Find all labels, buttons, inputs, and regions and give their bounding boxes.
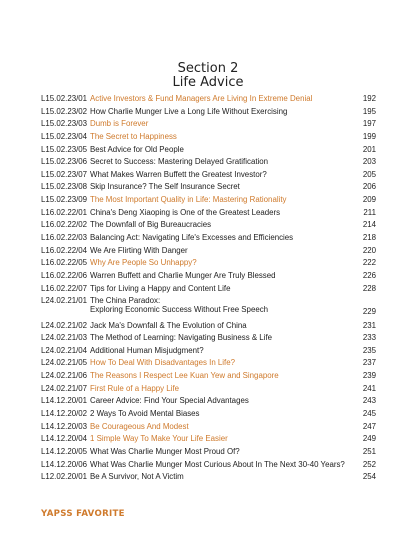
section-title: Section 2 xyxy=(177,61,239,76)
toc-entry[interactable] xyxy=(41,383,376,396)
toc-entry-code: L24.02.21/07 xyxy=(41,383,88,393)
toc-entry-code: L14.12.20/06 xyxy=(41,459,88,469)
toc-entry-page-number: 218 xyxy=(362,233,376,243)
toc-entry-page-number: 201 xyxy=(362,144,376,154)
toc-entry[interactable] xyxy=(41,421,376,434)
toc-entry-code: L16.02.22/04 xyxy=(41,245,88,255)
toc-entry[interactable] xyxy=(41,219,376,232)
toc-entry-title[interactable]: What Was Charlie Munger Most Proud Of? xyxy=(90,446,240,456)
toc-entry-page-number: 205 xyxy=(362,169,376,179)
toc-entry[interactable] xyxy=(41,118,376,131)
toc-entry-code: L14.12.20/05 xyxy=(41,446,88,456)
toc-entry[interactable] xyxy=(41,320,376,333)
toc-entry[interactable] xyxy=(41,144,376,157)
toc-entry-code: L24.02.21/05 xyxy=(41,358,88,368)
toc-entry-title[interactable]: Best Advice for Old People xyxy=(90,144,184,154)
toc-entry-page-number: 237 xyxy=(362,358,376,368)
toc-entry[interactable] xyxy=(41,93,376,106)
toc-entry-title[interactable]: Secret to Success: Mastering Delayed Gratification xyxy=(90,157,269,167)
toc-entry-title-favorite[interactable]: The Most Important Quality in Life: Mastering Rationality xyxy=(90,195,287,205)
toc-entry-page-number: 247 xyxy=(362,421,376,431)
toc-entry-code: L15.02.23/08 xyxy=(41,182,88,192)
toc-entry-title-favorite[interactable]: Dumb is Forever xyxy=(90,119,149,129)
toc-entry-page-number: 214 xyxy=(362,220,376,230)
toc-entry-title[interactable]: Tips for Living a Happy and Content Life xyxy=(90,283,231,293)
toc-entry-title[interactable] xyxy=(90,297,268,314)
toc-entry[interactable] xyxy=(41,194,376,207)
toc-entry-page-number: 233 xyxy=(362,333,376,343)
toc-entry-title[interactable]: Balancing Act: Navigating Life's Excesses and Efficiencies xyxy=(90,233,294,243)
toc-entry-title[interactable]: We Are Flirting With Danger xyxy=(90,245,188,255)
toc-entry[interactable] xyxy=(41,408,376,421)
toc-entry-code: L16.02.22/05 xyxy=(41,258,88,268)
toc-entry-title[interactable]: Additional Human Misjudgment? xyxy=(90,345,204,355)
toc-entry-page-number: 197 xyxy=(362,119,376,129)
toc-entry-title[interactable]: What Was Charlie Munger Most Curious About In The Next 30-40 Years? xyxy=(90,459,345,469)
toc-entry-page-number: 192 xyxy=(362,94,376,103)
toc-entry-page-number: 199 xyxy=(362,131,376,141)
section-subtitle: Life Advice xyxy=(172,75,244,90)
toc-entry-page-number: 209 xyxy=(362,195,376,205)
toc-entry-page-number: 222 xyxy=(362,258,376,268)
toc-entry-page-number: 241 xyxy=(362,383,376,393)
favorite-label: YAPSS FAVORITE xyxy=(41,509,125,519)
toc-entry[interactable] xyxy=(41,345,376,358)
toc-entry-page-number: 243 xyxy=(362,396,376,406)
toc-entry-page-number: 251 xyxy=(362,446,376,456)
toc-entry[interactable] xyxy=(41,471,376,484)
toc-entry-code: L15.02.23/06 xyxy=(41,157,88,167)
toc-entry-code: L15.02.23/03 xyxy=(41,119,88,129)
toc-entry[interactable] xyxy=(41,106,376,119)
section-header xyxy=(0,62,416,90)
toc-entry-code: L15.02.23/07 xyxy=(41,169,88,179)
toc-entry-page-number: 239 xyxy=(362,371,376,381)
toc-entry-page-number: 229 xyxy=(362,307,376,317)
toc-entry-title-favorite[interactable]: How To Deal With Disadvantages In Life? xyxy=(90,358,236,368)
toc-entry-title[interactable]: Career Advice: Find Your Special Advantages xyxy=(90,396,249,406)
toc-entry-title[interactable]: Be A Survivor, Not A Victim xyxy=(90,472,184,482)
toc-entry-code: L14.12.20/04 xyxy=(41,434,88,444)
toc-entry-page-number: 211 xyxy=(363,207,376,217)
toc-entry-title-favorite[interactable]: Active Investors & Fund Managers Are Living In Extreme Denial xyxy=(90,94,313,103)
toc-entry[interactable] xyxy=(41,433,376,446)
toc-entry-title[interactable]: China's Deng Xiaoping is One of the Greatest Leaders xyxy=(90,207,281,217)
toc-entry-page-number: 254 xyxy=(362,472,376,482)
toc-entry-title-line: The China Paradox: xyxy=(90,296,161,306)
toc-entry-page-number: 245 xyxy=(362,409,376,419)
toc-entry[interactable] xyxy=(41,295,376,319)
toc-entry-title-favorite[interactable]: Why Are People So Unhappy? xyxy=(90,258,197,268)
toc-entry-title[interactable]: The Downfall of Big Bureaucracies xyxy=(90,220,212,230)
toc-entry-page-number: 235 xyxy=(362,345,376,355)
toc-entry-title[interactable]: Jack Ma's Downfall & The Evolution of China xyxy=(90,320,247,330)
toc-entry[interactable] xyxy=(41,257,376,270)
toc-entry[interactable] xyxy=(41,232,376,245)
toc-entry[interactable] xyxy=(41,156,376,169)
toc-entry[interactable] xyxy=(41,169,376,182)
toc-entry-page-number: 252 xyxy=(362,459,376,469)
toc-entry[interactable] xyxy=(41,181,376,194)
toc-entry-title[interactable]: How Charlie Munger Live a Long Life Without Exercising xyxy=(90,106,288,116)
toc-entry-title-favorite[interactable]: The Reasons I Respect Lee Kuan Yew and Singapore xyxy=(90,371,279,381)
toc-entry-code: L14.12.20/03 xyxy=(41,421,88,431)
table-of-contents xyxy=(41,93,376,484)
toc-entry-code: L24.02.21/06 xyxy=(41,371,88,381)
toc-entry-title-line: Exploring Economic Success Without Free Speech xyxy=(90,304,269,314)
toc-entry-title[interactable]: Warren Buffett and Charlie Munger Are Truly Blessed xyxy=(90,270,276,280)
toc-entry-code: L15.02.23/09 xyxy=(41,195,88,205)
toc-entry[interactable] xyxy=(41,370,376,383)
toc-entry-title-favorite[interactable]: 1 Simple Way To Make Your Life Easier xyxy=(90,434,228,444)
toc-entry-page-number: 203 xyxy=(362,157,376,167)
toc-entry-code: L16.02.22/02 xyxy=(41,220,88,230)
toc-entry[interactable] xyxy=(41,131,376,144)
toc-entry-title-favorite[interactable]: First Rule of a Happy Life xyxy=(90,383,180,393)
toc-entry-page-number: 228 xyxy=(362,283,376,293)
toc-entry-code: L14.12.20/01 xyxy=(41,396,88,406)
toc-entry-page-number: 226 xyxy=(362,270,376,280)
toc-entry[interactable] xyxy=(41,446,376,459)
toc-entry-code: L15.02.23/04 xyxy=(41,131,88,141)
toc-entry-code: L24.02.21/03 xyxy=(41,333,88,343)
toc-entry[interactable] xyxy=(41,459,376,472)
toc-entry-code: L15.02.23/02 xyxy=(41,106,88,116)
toc-entry[interactable] xyxy=(41,332,376,345)
toc-entry-title[interactable]: The Method of Learning: Navigating Business & Life xyxy=(90,333,273,343)
toc-entry-code: L16.02.22/01 xyxy=(41,207,88,217)
toc-entry-code: L14.12.20/02 xyxy=(41,409,88,419)
toc-entry-title[interactable]: 2 Ways To Avoid Mental Biases xyxy=(90,409,200,419)
toc-entry-page-number: 249 xyxy=(362,434,376,444)
toc-entry-code: L15.02.23/01 xyxy=(41,94,88,103)
toc-entry-page-number: 195 xyxy=(362,106,376,116)
toc-entry-page-number: 231 xyxy=(362,320,376,330)
toc-entry-page-number: 206 xyxy=(362,182,376,192)
toc-entry-code: L24.02.21/01 xyxy=(41,296,88,306)
toc-entry-page-number: 220 xyxy=(362,245,376,255)
toc-entry[interactable] xyxy=(41,270,376,283)
toc-entry-code: L12.02.20/01 xyxy=(41,472,88,482)
toc-entry[interactable] xyxy=(41,283,376,296)
toc-entry-code: L15.02.23/05 xyxy=(41,144,88,154)
toc-entry[interactable] xyxy=(41,207,376,220)
toc-entry-title-favorite[interactable]: Be Courageous And Modest xyxy=(90,421,189,431)
toc-entry-code: L24.02.21/02 xyxy=(41,320,88,330)
toc-entry-code: L16.02.22/07 xyxy=(41,283,88,293)
toc-entry-title[interactable]: Skip Insurance? The Self Insurance Secret xyxy=(90,182,240,192)
toc-entry-title[interactable]: What Makes Warren Buffett the Greatest Investor? xyxy=(90,169,267,179)
toc-entry-code: L16.02.22/06 xyxy=(41,270,88,280)
toc-entry-title-favorite[interactable]: The Secret to Happiness xyxy=(90,131,177,141)
toc-entry[interactable] xyxy=(41,357,376,370)
toc-entry[interactable] xyxy=(41,245,376,258)
toc-entry[interactable] xyxy=(41,395,376,408)
toc-entry-code: L16.02.22/03 xyxy=(41,233,88,243)
toc-entry-code: L24.02.21/04 xyxy=(41,345,88,355)
